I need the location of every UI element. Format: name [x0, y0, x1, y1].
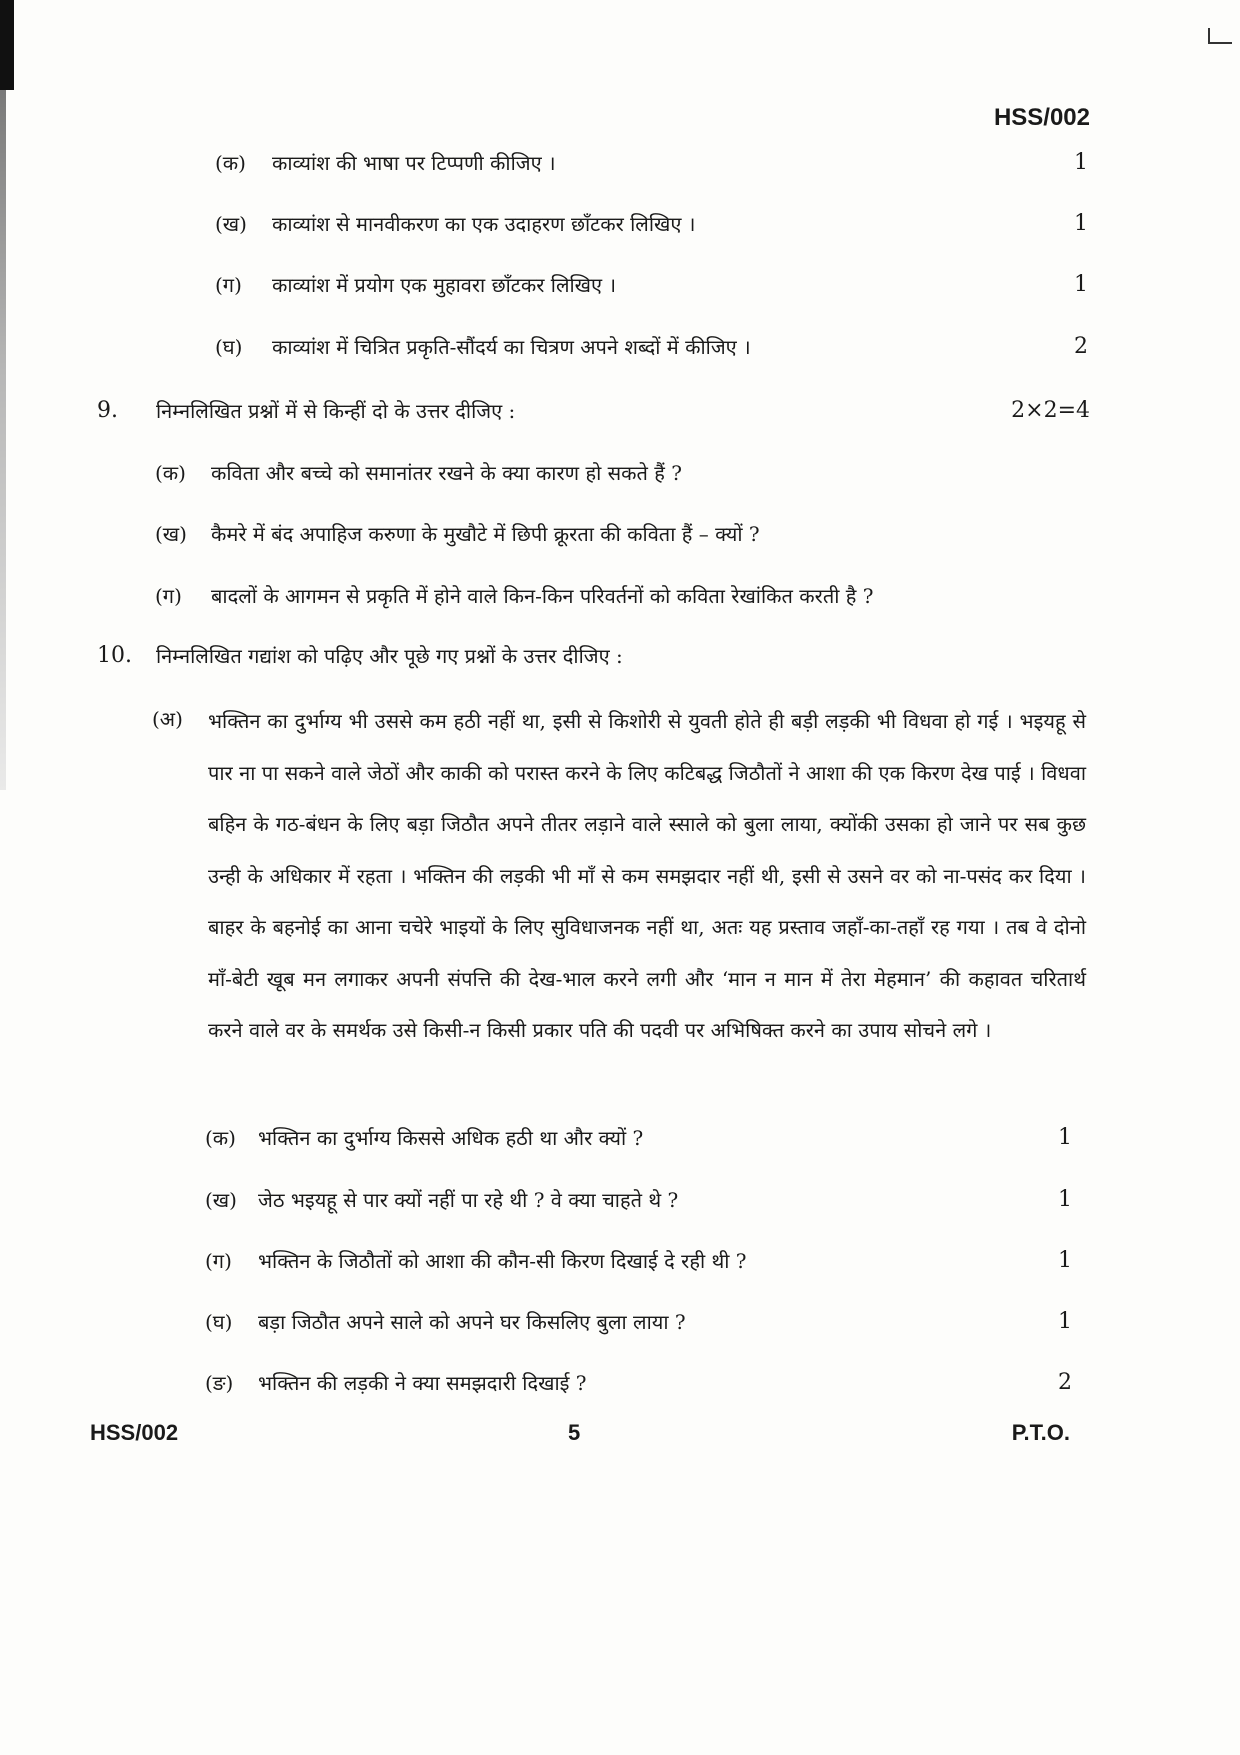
- question-text: निम्नलिखित गद्यांश को पढ़िए और पूछे गए प्रश्नों के उत्तर दीजिए :: [156, 644, 623, 668]
- subpart-text: काव्यांश की भाषा पर टिप्पणी कीजिए ।: [272, 151, 556, 175]
- q10-subpart-gha: [0, 1302, 1240, 1342]
- header-paper-code: HSS/002: [993, 104, 1090, 131]
- subpart-label: (ग): [215, 273, 242, 297]
- question-number: 10.: [97, 643, 132, 668]
- subpart-label: (ख): [215, 212, 247, 236]
- scan-edge-gradient: [0, 90, 6, 790]
- subpart-text: भक्तिन का दुर्भाग्य किससे अधिक हठी था और क्यों ?: [258, 1126, 644, 1150]
- subpart-label: (क): [215, 151, 246, 175]
- subpart-text: कविता और बच्चे को समानांतर रखने के क्या कारण हो सकते हैं ?: [211, 461, 682, 485]
- q8-subpart-ga: [0, 265, 1240, 305]
- subpart-marks: 1: [1074, 150, 1088, 175]
- q8-subpart-kha: [0, 204, 1240, 244]
- subpart-text: भक्तिन के जिठौतों को आशा की कौन-सी किरण दिखाई दे रही थी ?: [258, 1249, 747, 1273]
- q9-heading: [0, 391, 1240, 431]
- q10-subpart-ga: [0, 1241, 1240, 1281]
- subpart-text: कैमरे में बंद अपाहिज करुणा के मुखौटे में छिपी क्रूरता की कविता हैं – क्यों ?: [211, 522, 760, 546]
- subpart-label: (ख): [205, 1188, 237, 1212]
- subpart-label: (ख): [155, 522, 187, 546]
- subpart-text: भक्तिन की लड़की ने क्या समझदारी दिखाई ?: [258, 1371, 587, 1395]
- subpart-marks: 2: [1058, 1370, 1072, 1395]
- passage-label: (अ): [152, 707, 183, 731]
- corner-mark: [1208, 28, 1232, 44]
- q9-subpart-kha: [0, 514, 1240, 554]
- subpart-text: काव्यांश से मानवीकरण का एक उदाहरण छाँटकर लिखिए ।: [272, 212, 696, 236]
- q10-subpart-ka: [0, 1118, 1240, 1158]
- q8-subpart-ka: [0, 143, 1240, 183]
- subpart-text: काव्यांश में प्रयोग एक मुहावरा छाँटकर लिखिए ।: [272, 273, 617, 297]
- q10-subpart-nga: [0, 1363, 1240, 1403]
- subpart-marks: 1: [1058, 1187, 1072, 1212]
- subpart-label: (ग): [155, 584, 182, 608]
- subpart-label: (क): [155, 461, 186, 485]
- footer-page-number: 5: [568, 1420, 581, 1445]
- subpart-marks: 1: [1058, 1248, 1072, 1273]
- question-number: 9.: [97, 398, 118, 423]
- q9-subpart-ka: [0, 453, 1240, 493]
- scan-edge-shadow: [0, 0, 14, 90]
- footer-pto: P.T.O.: [1011, 1420, 1070, 1445]
- subpart-text: जेठ भइयहू से पार क्यों नहीं पा रहे थी ? वे क्या चाहते थे ?: [258, 1188, 679, 1212]
- subpart-marks: 2: [1074, 334, 1088, 359]
- subpart-marks: 1: [1058, 1309, 1072, 1334]
- subpart-marks: 1: [1074, 272, 1088, 297]
- subpart-marks: 1: [1058, 1125, 1072, 1150]
- subpart-marks: 1: [1074, 211, 1088, 236]
- question-text: निम्नलिखित प्रश्नों में से किन्हीं दो के उत्तर दीजिए :: [156, 399, 516, 423]
- subpart-label: (ङ): [205, 1371, 234, 1395]
- subpart-text: बादलों के आगमन से प्रकृति में होने वाले किन-किन परिवर्तनों को कविता रेखांकित करती है ?: [211, 584, 874, 608]
- subpart-label: (घ): [205, 1310, 233, 1334]
- subpart-text: बड़ा जिठौत अपने साले को अपने घर किसलिए बुला लाया ?: [258, 1310, 686, 1334]
- footer-paper-code: HSS/002: [90, 1420, 179, 1445]
- q10-subpart-kha: [0, 1180, 1240, 1220]
- subpart-label: (ग): [205, 1249, 232, 1273]
- subpart-text: काव्यांश में चित्रित प्रकृति-सौंदर्य का चित्रण अपने शब्दों में कीजिए ।: [272, 335, 751, 359]
- subpart-label: (क): [205, 1126, 236, 1150]
- q8-subpart-gha: [0, 327, 1240, 367]
- question-marks: 2×2=4: [1011, 398, 1090, 423]
- subpart-label: (घ): [215, 335, 243, 359]
- passage-text: भक्तिन का दुर्भाग्य भी उससे कम हठी नहीं था, इसी से किशोरी से युवती होते ही बड़ी लड़की भी विधवा हो गई । भइयहू से पार ना पा सकने वाले जेठों और काकी को परास्त करने के लिए कटिबद्ध जिठौतों ने आशा की एक किरण देख पाई । विधवा बहिन के गठ-बंधन के लिए बड़ा जिठौत अपने तीतर लड़ाने वाले स्साले को बुला लाया, क्योंकी उसका हो जाने पर सब कुछ उन्ही के अधिकार में रहता । भक्तिन की लड़की भी माँ से कम समझदार नहीं थी, इसी से उसने वर को ना-पसंद कर दिया । बाहर के बहनोई का आना चचेरे भाइयों के लिए सुविधाजनक नहीं था, अतः यह प्रस्ताव जहाँ-का-तहाँ रह गया । तब वे दोनो माँ-बेटी खूब मन लगाकर अपनी संपत्ति की देख-भाल करने लगी और ‘मान न मान में तेरा मेहमान’ की कहावत चरितार्थ करने वाले वर के समर्थक उसे किसी-न किसी प्रकार पति की पदवी पर अभिषिक्त करने का उपाय सोचने लगे ।: [208, 709, 1086, 1042]
- q9-subpart-ga: [0, 576, 1240, 616]
- q10-heading: [0, 636, 1240, 676]
